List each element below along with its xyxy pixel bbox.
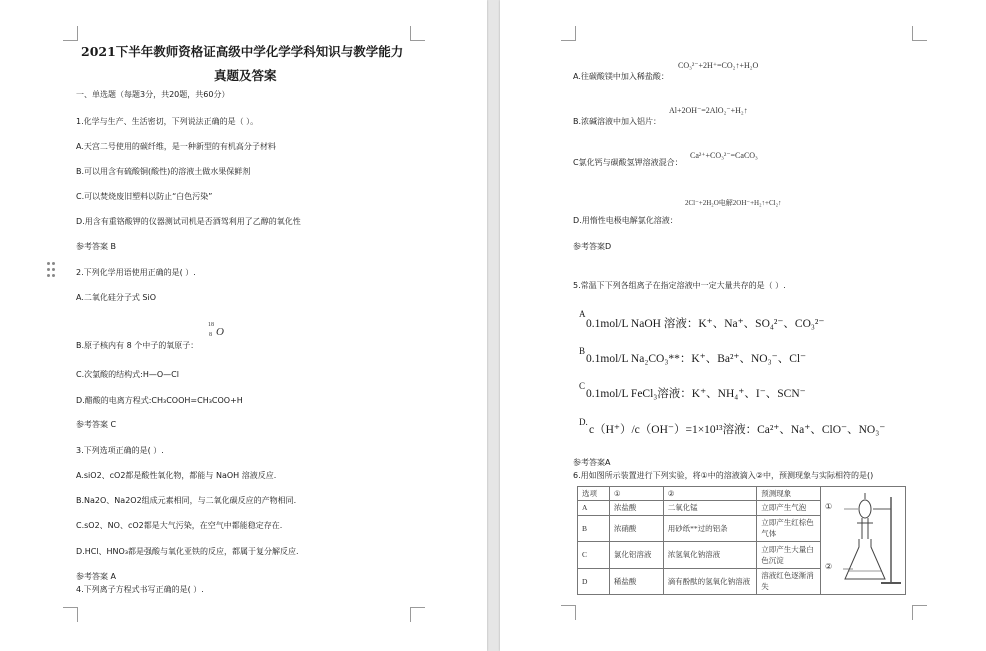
apparatus-diagram [821,487,905,591]
question-4-option-d: D.用惰性电极电解氯化溶液： [573,216,678,225]
table-cell: C [578,542,610,568]
table-cell: B [578,515,610,541]
apparatus-diagram-cell [820,487,905,595]
table-header-cell: ① [609,487,663,501]
table-header-cell: 选项 [578,487,610,501]
question-2-answer: 参考答案 C [76,420,117,429]
document-subtitle: 真题及答案 [214,68,277,83]
table-cell: 溶液红色逐渐消失 [757,568,821,594]
question-4-stem: 4.下列离子方程式书写正确的是( ）. [76,585,204,594]
question-3-option-b: B.Na2O、Na2O2组成元素相同，与二氧化碳反应的产物相同. [76,496,297,505]
document-title: 2021下半年教师资格证高级中学化学学科知识与教学能力 [81,44,404,59]
section-heading: 一、单选题（每题3分，共20题，共60分） [76,90,230,99]
question-5-answer: 参考答案A [573,458,611,467]
question-1-option-b: B.可以用含有硫酸铜(酸性)的溶液土做水果保鲜剂 [76,167,251,176]
q5-option-b-letter: B [579,346,586,356]
question-5-stem: 5.常温下下列各组离子在指定溶液中一定大量共存的是（ ）. [573,281,786,290]
document-page-left [0,0,487,651]
question-1-option-c: C.可以焚烧废旧塑料以防止“白色污染” [76,192,213,201]
question-1-option-a: A.天宫二号使用的碳纤维，是一种新型的有机高分子材料 [76,142,276,151]
question-4-option-c: C氯化钙与碳酸氢钾溶液混合： [573,158,683,167]
table-cell: 二氧化锰 [663,501,757,516]
page-corner-mark [63,607,78,622]
page-corner-mark [63,26,78,41]
q4-option-d-formula: 2Cl⁻+2H₂O电解2OH⁻+H₂↑+Cl₂↑ [685,199,782,207]
question-3-answer: 参考答案 A [76,572,117,581]
question-3-stem: 3.下列选项正确的是( ）. [76,446,164,455]
isotope-atomic-number: 8 [209,332,212,338]
question-3-option-c: C.sO2、NO、cO2都是大气污染，在空气中都能稳定存在. [76,521,283,530]
question-4-option-b: B.浓碱溶液中加入铝片： [573,117,662,126]
question-5-option-c: 0.1mol/L FeCl₃溶液：K⁺、NH₄⁺、I⁻、SCN⁻ [586,388,806,400]
page-corner-mark [410,607,425,622]
table-cell: 立即产生红棕色气体 [757,515,821,541]
question-1-answer: 参考答案 B [76,242,117,251]
table-header-cell: ② [663,487,757,501]
question-5-option-d: c（H⁺）/c（OH⁻）=1×10¹³溶液：Ca²⁺、Na⁺、ClO⁻、NO₃⁻ [589,424,886,436]
page-corner-mark [561,605,576,620]
question-4-option-a: A.往碳酸镁中加入稀盐酸： [573,72,669,81]
table-cell: 用砂纸**过的铝条 [663,515,757,541]
question-2-option-a: A.二氧化硅分子式 SiO [76,293,157,302]
table-cell: 氯化铝溶液 [609,542,663,568]
question-2-option-c: C.次氯酸的结构式:H—O—Cl [76,370,179,379]
diagram-label-2: ② [824,562,833,571]
q5-option-d-letter: D. [579,417,588,427]
question-2-stem-text: 2.下列化学用语使用正确的是( ）. [76,268,196,277]
question-6-stem: 6.用如图所示装置进行下列实验，将①中的溶液滴入②中，预测现象与实际相符的是() [573,471,874,480]
question-3-option-d: D.HCl、HNO₃都是强酸与氧化亚铁的反应，都属于复分解反应. [76,547,299,556]
q5-option-c-letter: C [579,381,586,391]
table-cell: 浓氢氧化钠溶液 [663,542,757,568]
question-5-option-b: 0.1mol/L Na₂CO₃**：K⁺、Ba²⁺、NO₃⁻、Cl⁻ [586,353,807,365]
page-corner-mark [561,26,576,41]
table-cell: D [578,568,610,594]
table-cell: 稀盐酸 [609,568,663,594]
question-2-option-b: B.原子核内有 8 个中子的氧原子： [76,341,199,350]
question-1-option-d: D.用含有重铬酸钾的仪器测试司机是否酒驾利用了乙醇的氧化性 [76,217,301,226]
question-1-stem: 1.化学与生产、生活密切，下列说法正确的是（ ）。 [76,117,259,126]
table-header-cell: 预测现象 [757,487,821,501]
q5-option-a-letter: A [579,309,586,319]
isotope-mass-number: 18 [208,322,214,328]
table-cell: 立即产生大量白色沉淀 [757,542,821,568]
diagram-label-1: ① [824,502,833,511]
table-cell: 浓盐酸 [609,501,663,516]
table-cell: 浓硝酸 [609,515,663,541]
q4-option-b-formula: Al+2OH⁻=2AlO₂⁻+H₂↑ [669,106,748,115]
question-4-answer: 参考答案D [573,242,612,251]
table-cell: A [578,501,610,516]
question-2-option-d: D.醋酸的电离方程式:CH₃COOH=CH₃COO+H [76,396,243,405]
question-3-option-a: A.siO2、cO2都是酸性氧化物，都能与 NaOH 溶液反应. [76,471,277,480]
drag-handle-icon[interactable] [47,262,55,278]
page-corner-mark [912,26,927,41]
isotope-symbol: O [216,326,224,338]
q4-option-c-formula: Ca²⁺+CO₃²⁻=CaCO₃ [690,151,758,160]
page-corner-mark [410,26,425,41]
table-cell: 滴有酚酞的氢氧化钠溶液 [663,568,757,594]
table-cell: 立即产生气泡 [757,501,821,516]
page-corner-mark [912,605,927,620]
question-6-table [577,486,906,595]
question-5-option-a: 0.1mol/L NaOH 溶液：K⁺、Na⁺、SO₄²⁻、CO₃²⁻ [586,318,825,330]
q4-option-a-formula: CO₃²⁻+2H⁺=CO₂↑+H₂O [678,61,759,70]
